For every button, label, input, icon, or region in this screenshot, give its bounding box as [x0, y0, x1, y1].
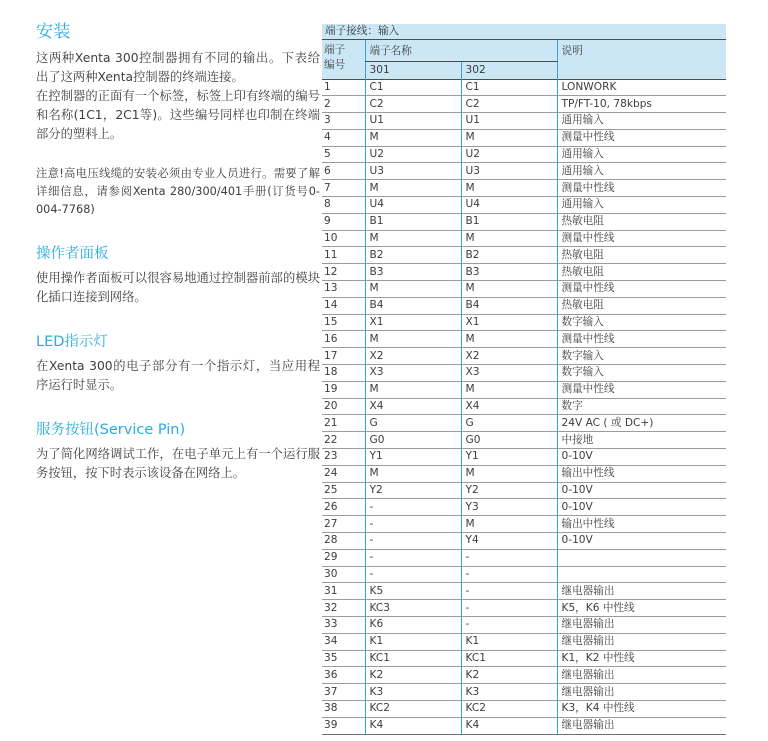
table-row: [322, 398, 726, 415]
header-terminal-name: 端子名称: [365, 40, 557, 61]
table-row: [322, 583, 726, 600]
terminal-name-302: G: [461, 415, 557, 432]
header-terminal-number: 端子 编号: [322, 40, 365, 79]
table-row: [322, 700, 726, 717]
terminal-name-302: K4: [461, 717, 557, 734]
terminal-number: 31: [322, 583, 365, 600]
terminal-number: 18: [322, 365, 365, 382]
terminal-description: 数字: [557, 398, 726, 415]
table-row: [322, 281, 726, 298]
table-row: [322, 213, 726, 230]
terminal-number: 24: [322, 465, 365, 482]
terminal-number: 2: [322, 96, 365, 113]
terminal-description: 继电器输出: [557, 633, 726, 650]
table-row: [322, 365, 726, 382]
terminal-name-301: M: [365, 281, 461, 298]
terminal-name-302: X3: [461, 365, 557, 382]
terminal-number: 11: [322, 247, 365, 264]
terminal-number: 4: [322, 129, 365, 146]
table-row: [322, 264, 726, 281]
terminal-description: 继电器输出: [557, 667, 726, 684]
terminal-name-301: U2: [365, 146, 461, 163]
terminal-name-301: -: [365, 566, 461, 583]
terminal-description: 通用输入: [557, 197, 726, 214]
terminal-description: 测量中性线: [557, 230, 726, 247]
terminal-name-302: -: [461, 549, 557, 566]
terminal-name-302: M: [461, 281, 557, 298]
section-heading-service-pin: 服务按钮(Service Pin): [36, 422, 186, 438]
terminal-name-301: X3: [365, 365, 461, 382]
terminal-description: K5，K6 中性线: [557, 600, 726, 617]
terminal-description: 0-10V: [557, 533, 726, 550]
table-row: [322, 684, 726, 701]
section-installation: [36, 17, 320, 219]
table-row: [322, 650, 726, 667]
table-row: [322, 633, 726, 650]
terminal-description: 24V AC ( 或 DC+): [557, 415, 726, 432]
section-heading-operator-panel: 操作者面板: [36, 246, 109, 262]
terminal-name-302: G0: [461, 432, 557, 449]
table-row: [322, 617, 726, 634]
table-row: [322, 600, 726, 617]
terminal-name-301: KC3: [365, 600, 461, 617]
terminal-description: 输出中性线: [557, 465, 726, 482]
table-row: [322, 432, 726, 449]
terminal-name-302: KC1: [461, 650, 557, 667]
terminal-name-302: KC2: [461, 700, 557, 717]
terminal-name-302: X4: [461, 398, 557, 415]
terminal-description: 测量中性线: [557, 381, 726, 398]
terminal-number: 39: [322, 717, 365, 734]
terminal-name-301: X4: [365, 398, 461, 415]
terminal-name-302: B1: [461, 213, 557, 230]
terminal-name-302: M: [461, 129, 557, 146]
terminal-number: 36: [322, 667, 365, 684]
terminal-name-302: K2: [461, 667, 557, 684]
table-row: [322, 297, 726, 314]
terminal-name-302: B2: [461, 247, 557, 264]
terminal-name-302: K1: [461, 633, 557, 650]
terminal-number: 25: [322, 482, 365, 499]
table-row: [322, 163, 726, 180]
terminal-name-302: C2: [461, 96, 557, 113]
terminal-name-301: K2: [365, 667, 461, 684]
terminal-description: 中接地: [557, 432, 726, 449]
terminal-name-301: Y2: [365, 482, 461, 499]
terminal-number: 35: [322, 650, 365, 667]
terminal-number: 13: [322, 281, 365, 298]
terminal-name-301: B1: [365, 213, 461, 230]
terminal-number: 22: [322, 432, 365, 449]
terminal-number: 30: [322, 566, 365, 583]
terminal-description: 继电器输出: [557, 717, 726, 734]
terminal-name-302: U3: [461, 163, 557, 180]
table-row: [322, 230, 726, 247]
terminal-description: 热敏电阻: [557, 264, 726, 281]
terminal-name-301: KC1: [365, 650, 461, 667]
terminal-name-302: B4: [461, 297, 557, 314]
terminal-number: 6: [322, 163, 365, 180]
terminal-name-302: U1: [461, 113, 557, 130]
terminal-description: K3，K4 中性线: [557, 700, 726, 717]
terminal-number: 15: [322, 314, 365, 331]
terminal-number: 21: [322, 415, 365, 432]
terminal-name-301: G0: [365, 432, 461, 449]
terminal-name-302: Y3: [461, 499, 557, 516]
terminal-number: 34: [322, 633, 365, 650]
table-row: [322, 482, 726, 499]
terminal-name-302: K3: [461, 684, 557, 701]
terminal-name-301: -: [365, 549, 461, 566]
section-led-indicator: [36, 330, 320, 395]
terminal-name-302: Y4: [461, 533, 557, 550]
section-heading-led-indicator: LED指示灯: [36, 334, 108, 350]
terminal-description: 热敏电阻: [557, 297, 726, 314]
terminal-name-301: M: [365, 180, 461, 197]
terminal-description: 测量中性线: [557, 281, 726, 298]
terminal-name-302: M: [461, 180, 557, 197]
terminal-description: [557, 549, 726, 566]
terminal-name-301: M: [365, 230, 461, 247]
table-row: [322, 314, 726, 331]
terminal-description: 测量中性线: [557, 129, 726, 146]
terminal-name-302: M: [461, 516, 557, 533]
paragraph: 使用操作者面板可以很容易地通过控制器前部的模块化插口连接到网络。: [36, 271, 320, 304]
terminal-name-301: U4: [365, 197, 461, 214]
paragraph: 在控制器的正面有一个标签，标签上印有终端的编号和名称(1C1，2C1等)。这些编号同样也印制在终端部分的塑料上。: [36, 89, 320, 141]
table-row: [322, 381, 726, 398]
terminal-name-301: B4: [365, 297, 461, 314]
table-row: [322, 247, 726, 264]
terminal-number: 14: [322, 297, 365, 314]
terminal-name-301: K4: [365, 717, 461, 734]
terminal-description: 输出中性线: [557, 516, 726, 533]
terminal-number: 28: [322, 533, 365, 550]
terminal-number: 5: [322, 146, 365, 163]
terminal-number: 33: [322, 617, 365, 634]
terminal-number: 32: [322, 600, 365, 617]
table-row: [322, 96, 726, 113]
terminal-name-301: K5: [365, 583, 461, 600]
terminal-name-302: X2: [461, 348, 557, 365]
terminal-name-301: K3: [365, 684, 461, 701]
terminal-description: 测量中性线: [557, 331, 726, 348]
terminal-name-301: M: [365, 331, 461, 348]
terminal-number: 38: [322, 700, 365, 717]
terminal-name-302: M: [461, 230, 557, 247]
terminal-name-302: X1: [461, 314, 557, 331]
terminal-table: [322, 40, 726, 735]
terminal-name-302: -: [461, 566, 557, 583]
terminal-number: 10: [322, 230, 365, 247]
terminal-name-301: C1: [365, 79, 461, 96]
terminal-name-301: K1: [365, 633, 461, 650]
terminal-description: 通用输入: [557, 163, 726, 180]
table-row: [322, 129, 726, 146]
terminal-name-301: C2: [365, 96, 461, 113]
terminal-name-301: G: [365, 415, 461, 432]
table-row: [322, 499, 726, 516]
terminal-number: 8: [322, 197, 365, 214]
terminal-description: 热敏电阻: [557, 247, 726, 264]
table-row: [322, 79, 726, 96]
terminal-name-301: -: [365, 499, 461, 516]
terminal-name-302: C1: [461, 79, 557, 96]
table-row: [322, 348, 726, 365]
high-voltage-note: 注意!高电压线缆的安装必须由专业人员进行。需要了解详细信息，请参阅Xenta 280/300/401手册(订货号0-004-7768): [36, 167, 320, 216]
table-row: [322, 415, 726, 432]
terminal-name-301: U3: [365, 163, 461, 180]
terminal-number: 27: [322, 516, 365, 533]
terminal-name-301: Y1: [365, 449, 461, 466]
terminal-description: 0-10V: [557, 449, 726, 466]
terminal-name-302: M: [461, 381, 557, 398]
terminal-name-301: K6: [365, 617, 461, 634]
terminal-description: 继电器输出: [557, 583, 726, 600]
header-model-302: 302: [461, 61, 557, 79]
table-row: [322, 533, 726, 550]
left-text-column: [36, 17, 320, 483]
terminal-description: [557, 566, 726, 583]
terminal-name-301: M: [365, 465, 461, 482]
table-caption: 端子接线：输入: [322, 24, 726, 40]
table-row: [322, 331, 726, 348]
table-row: [322, 717, 726, 734]
table-row: [322, 667, 726, 684]
terminal-name-302: M: [461, 331, 557, 348]
terminal-name-302: B3: [461, 264, 557, 281]
terminal-description: K1，K2 中性线: [557, 650, 726, 667]
terminal-description: 继电器输出: [557, 684, 726, 701]
terminal-description: LONWORK: [557, 79, 726, 96]
paragraph: 为了简化网络调试工作，在电子单元上有一个运行服务按钮，按下时表示该设备在网络上。: [36, 447, 320, 480]
terminal-name-302: -: [461, 617, 557, 634]
terminal-number: 1: [322, 79, 365, 96]
terminal-description: 继电器输出: [557, 617, 726, 634]
terminal-description: 数字输入: [557, 365, 726, 382]
terminal-name-302: Y1: [461, 449, 557, 466]
terminal-description: 数字输入: [557, 314, 726, 331]
terminal-name-301: X1: [365, 314, 461, 331]
table-row: [322, 197, 726, 214]
terminal-number: 29: [322, 549, 365, 566]
terminal-name-301: -: [365, 533, 461, 550]
table-row: [322, 449, 726, 466]
terminal-name-301: U1: [365, 113, 461, 130]
terminal-name-302: -: [461, 600, 557, 617]
terminal-name-302: U2: [461, 146, 557, 163]
terminal-name-301: B3: [365, 264, 461, 281]
terminal-name-302: M: [461, 465, 557, 482]
table-row: [322, 516, 726, 533]
terminal-number: 19: [322, 381, 365, 398]
table-row: [322, 180, 726, 197]
terminal-number: 26: [322, 499, 365, 516]
terminal-name-301: B2: [365, 247, 461, 264]
terminal-description: 0-10V: [557, 482, 726, 499]
terminal-description: TP/FT-10, 78kbps: [557, 96, 726, 113]
terminal-number: 23: [322, 449, 365, 466]
header-description: 说明: [557, 40, 726, 79]
terminal-description: 通用输入: [557, 146, 726, 163]
terminal-description: 测量中性线: [557, 180, 726, 197]
terminal-name-302: U4: [461, 197, 557, 214]
terminal-number: 20: [322, 398, 365, 415]
section-operator-panel: [36, 242, 320, 307]
terminal-number: 16: [322, 331, 365, 348]
terminal-number: 12: [322, 264, 365, 281]
table-row: [322, 465, 726, 482]
terminal-description: 数字输入: [557, 348, 726, 365]
paragraph: 这两种Xenta 300控制器拥有不同的输出。下表给出了这两种Xenta控制器的终端连接。: [36, 51, 320, 84]
terminal-number: 3: [322, 113, 365, 130]
terminal-number: 9: [322, 213, 365, 230]
terminal-name-302: Y2: [461, 482, 557, 499]
terminal-name-301: KC2: [365, 700, 461, 717]
table-row: [322, 566, 726, 583]
header-model-301: 301: [365, 61, 461, 79]
table-row: [322, 146, 726, 163]
section-heading-installation: 安装: [36, 22, 71, 42]
section-service-pin: [36, 418, 320, 483]
terminal-description: 热敏电阻: [557, 213, 726, 230]
terminal-description: 通用输入: [557, 113, 726, 130]
table-header: [322, 40, 726, 79]
terminal-name-301: M: [365, 129, 461, 146]
terminal-name-301: M: [365, 381, 461, 398]
terminal-name-301: X2: [365, 348, 461, 365]
terminal-number: 17: [322, 348, 365, 365]
terminal-wiring-table: [322, 24, 726, 735]
terminal-table-body: [322, 79, 726, 734]
table-row: [322, 549, 726, 566]
terminal-number: 7: [322, 180, 365, 197]
terminal-number: 37: [322, 684, 365, 701]
table-row: [322, 113, 726, 130]
terminal-name-302: -: [461, 583, 557, 600]
terminal-name-301: -: [365, 516, 461, 533]
terminal-description: 0-10V: [557, 499, 726, 516]
paragraph: 在Xenta 300的电子部分有一个指示灯，当应用程序运行时显示。: [36, 359, 320, 392]
